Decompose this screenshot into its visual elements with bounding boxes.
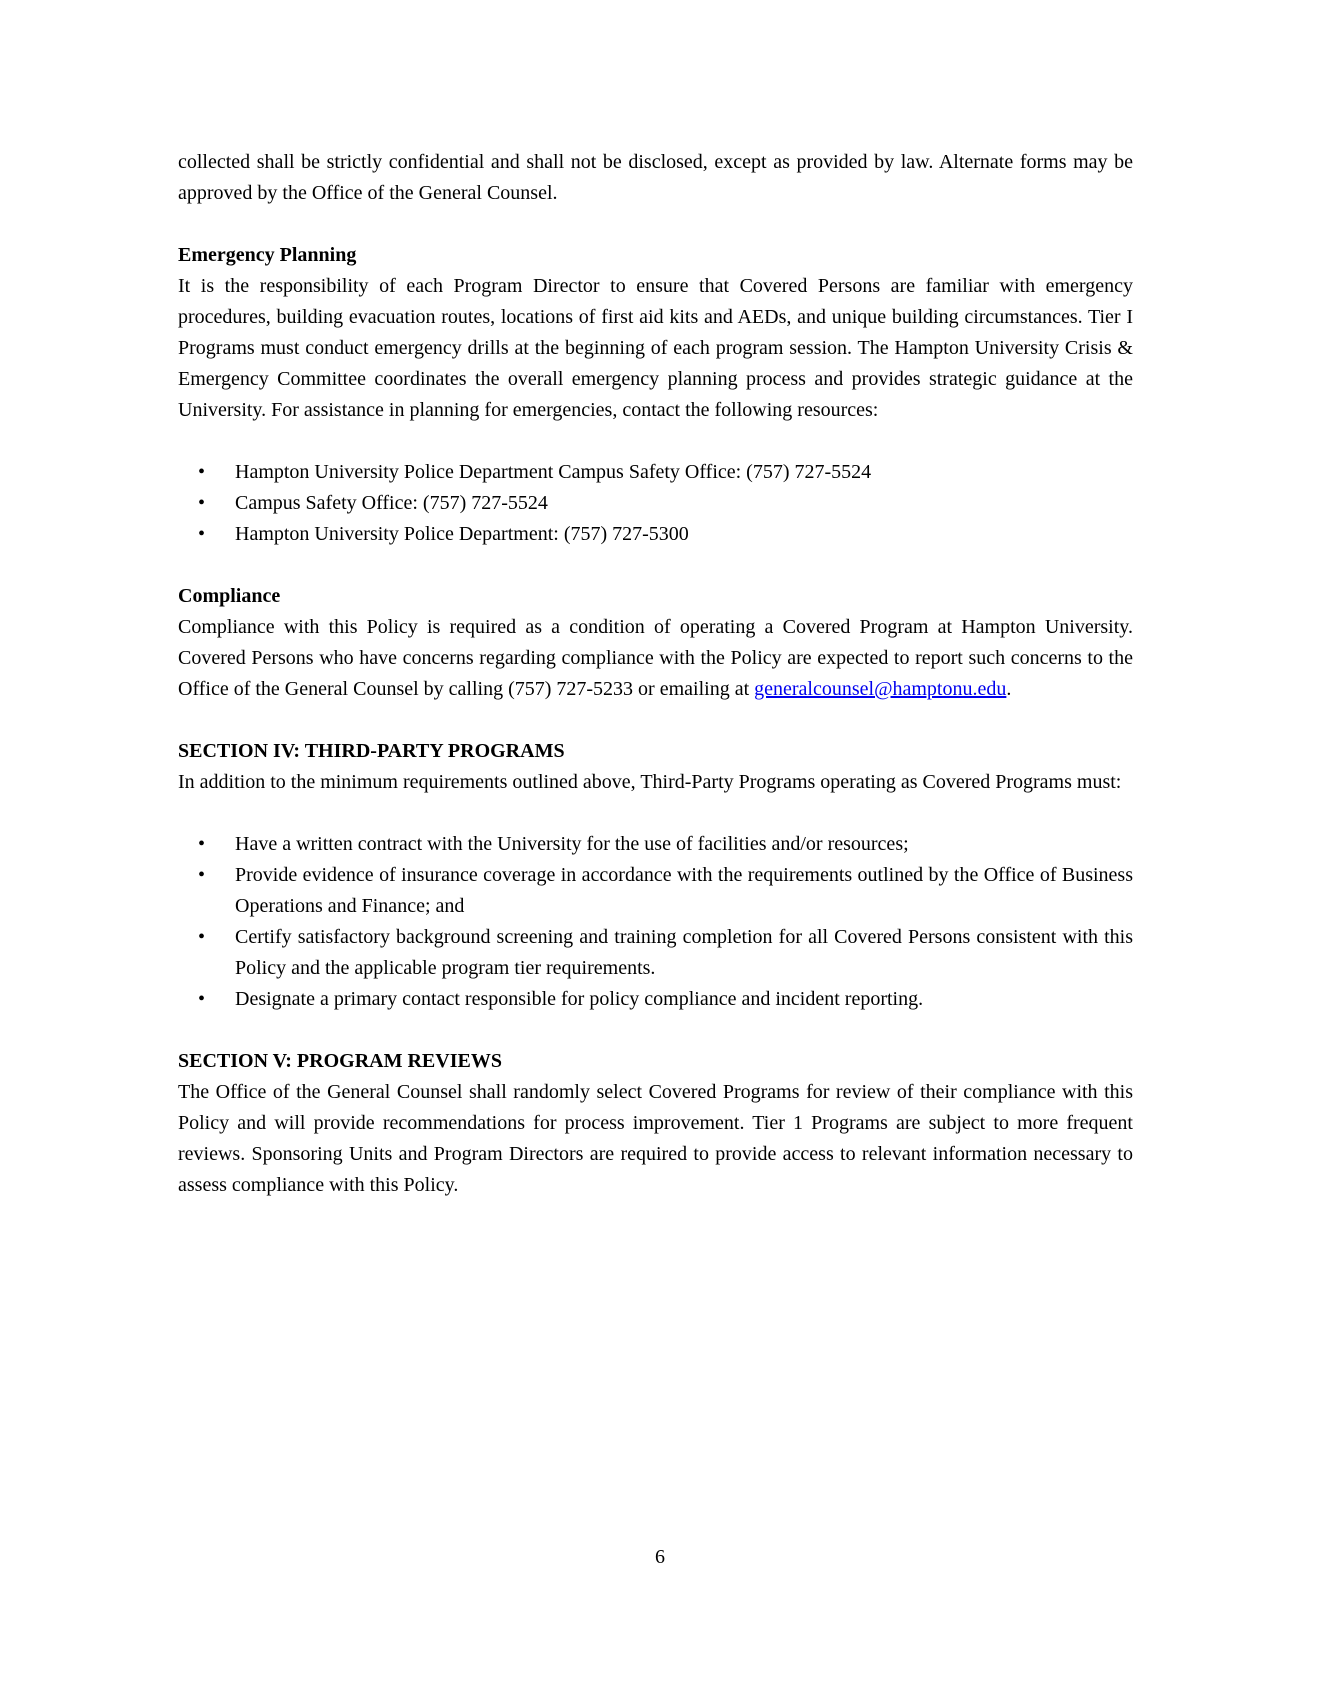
compliance-text-end: . <box>1006 678 1012 700</box>
section-iv-paragraph: In addition to the minimum requirements outlined above, Third-Party Programs operating as Covered Programs must: <box>178 771 1122 793</box>
page-number: 6 <box>655 1546 665 1568</box>
email-link[interactable]: generalcounsel@hamptonu.edu <box>754 678 1007 700</box>
emergency-planning-paragraph: It is the responsibility of each Program Director to ensure that Covered Persons are familiar with emergency procedures, building evacuation routes, locations of first aid kits and AEDs, and unique building circumstances. Tier I Programs must conduct emergency drills at the beginning of each program session. The Hampton University Crisis & Emergency Committee coordinates the overall emergency planning process and provides strategic guidance at the University. For assistance in planning for emergencies, contact the following resources: <box>178 275 1133 421</box>
heading-section-iv: SECTION IV: THIRD-PARTY PROGRAMS <box>178 740 565 762</box>
bullet-icon: • <box>198 461 206 483</box>
bullet-icon: • <box>198 492 206 514</box>
heading-emergency-planning: Emergency Planning <box>178 244 357 266</box>
intro-paragraph: collected shall be strictly confidential and shall not be disclosed, except as provided by law. Alternate forms may be approved by the Office of the General Counsel. <box>178 151 1133 204</box>
list-item-text: Hampton University Police Department Campus Safety Office: (757) 727-5524 <box>235 461 872 483</box>
emergency-contacts-list <box>178 457 1133 550</box>
list-item-text: Provide evidence of insurance coverage in accordance with the requirements outlined by the Office of Business Operations and Finance; and <box>235 864 1133 917</box>
heading-section-v: SECTION V: PROGRAM REVIEWS <box>178 1050 502 1072</box>
third-party-requirements-list <box>178 829 1133 1015</box>
list-item-text: Have a written contract with the University for the use of facilities and/or resources; <box>235 833 909 855</box>
list-item <box>178 488 1133 519</box>
list-item <box>178 860 1133 922</box>
document-body <box>178 147 1133 1201</box>
list-item <box>178 922 1133 984</box>
list-item-text: Designate a primary contact responsible for policy compliance and incident reporting. <box>235 988 924 1010</box>
list-item-text: Certify satisfactory background screening and training completion for all Covered Persons consistent with this Policy and the applicable program tier requirements. <box>235 926 1133 979</box>
bullet-icon: • <box>198 864 206 886</box>
compliance-paragraph <box>178 612 1133 705</box>
list-item-text: Hampton University Police Department: (757) 727-5300 <box>235 523 689 545</box>
list-item <box>178 519 1133 550</box>
bullet-icon: • <box>198 833 206 855</box>
heading-compliance: Compliance <box>178 585 281 607</box>
bullet-icon: • <box>198 926 206 948</box>
section-v-paragraph: The Office of the General Counsel shall randomly select Covered Programs for review of their compliance with this Policy and will provide recommendations for process improvement. Tier 1 Programs are subject to more frequent reviews. Sponsoring Units and Program Directors are required to provide access to relevant information necessary to assess compliance with this Policy. <box>178 1081 1133 1196</box>
list-item <box>178 457 1133 488</box>
list-item-text: Campus Safety Office: (757) 727-5524 <box>235 492 548 514</box>
list-item <box>178 984 1133 1015</box>
bullet-icon: • <box>198 988 206 1010</box>
bullet-icon: • <box>198 523 206 545</box>
compliance-text: Compliance with this Policy is required as a condition of operating a Covered Program at Hampton University. Covered Persons who have concerns regarding compliance with the Policy are expected to report such concerns to the Office of the General Counsel by calling (757) 727-5233 or emailing at <box>178 616 1133 700</box>
list-item <box>178 829 1133 860</box>
